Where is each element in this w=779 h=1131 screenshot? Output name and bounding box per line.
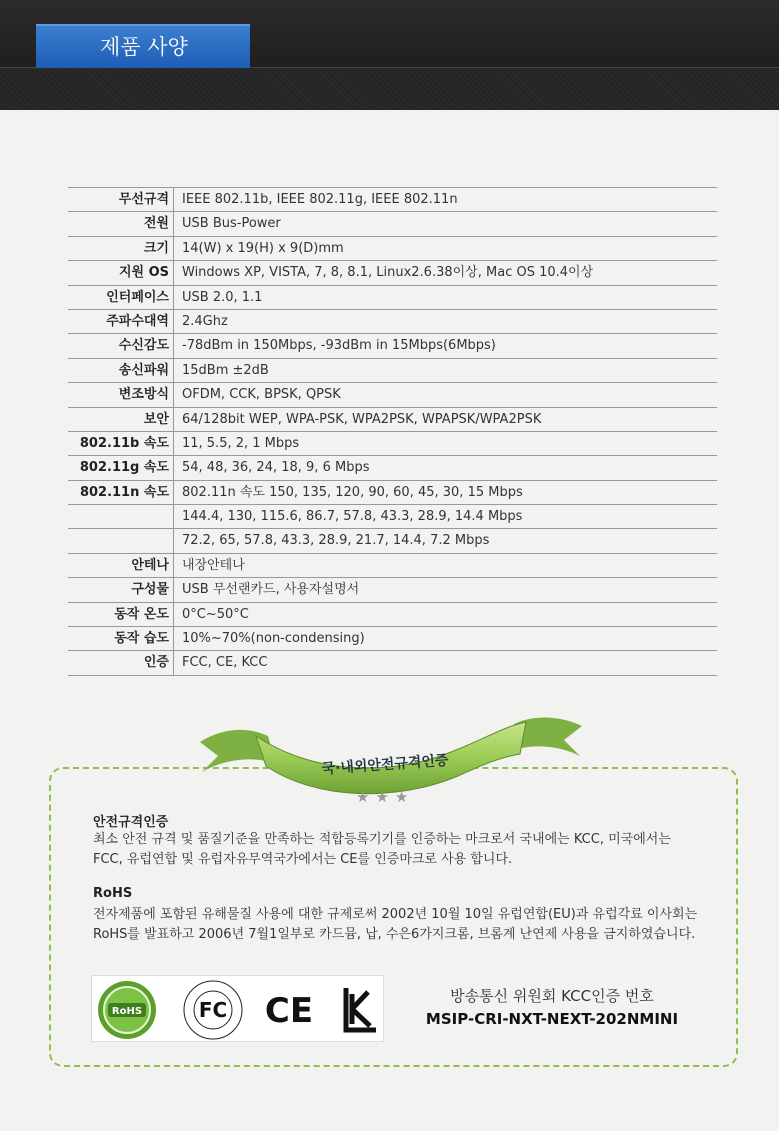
spec-label: [68, 505, 174, 528]
safety-line-2: FCC, 유럽연합 및 유럽자유무역국가에서는 CE를 인증마크로 사용 합니다.: [93, 852, 513, 867]
spec-table: [68, 187, 717, 676]
spec-row: [68, 481, 717, 505]
spec-row: [68, 212, 717, 236]
rohs-logo-text: RoHS: [111, 1006, 143, 1017]
spec-value: 11, 5.5, 2, 1 Mbps: [182, 435, 300, 451]
spec-row: [68, 554, 717, 578]
spec-value: USB 무선랜카드, 사용자설명서: [182, 582, 360, 598]
spec-label: 안테나: [68, 554, 174, 577]
spec-value: 54, 48, 36, 24, 18, 9, 6 Mbps: [182, 460, 370, 476]
spec-value: 144.4, 130, 115.6, 86.7, 57.8, 43.3, 28.9, 14.4 Mbps: [182, 509, 523, 525]
spec-row: [68, 310, 717, 334]
spec-row: [68, 237, 717, 261]
spec-label: 송신파워: [68, 359, 174, 382]
spec-label: 전원: [68, 212, 174, 235]
spec-row: [68, 383, 717, 407]
spec-value: FCC, CE, KCC: [182, 655, 268, 671]
safety-line-1: 최소 안전 규격 및 품질기준을 만족하는 적합등록기기를 인증하는 마크로서 국내에는 KCC, 미국에서는: [93, 832, 671, 847]
spec-row: [68, 188, 717, 212]
spec-value: 내장안테나: [182, 557, 245, 573]
rohs-line-2: RoHS를 발표하고 2006년 7월1일부로 카드뮴, 납, 수은6가지크롬, 브롬계 난연제 사용을 금지하였습니다.: [93, 927, 696, 942]
spec-value: USB 2.0, 1.1: [182, 289, 263, 305]
spec-row: [68, 603, 717, 627]
spec-value: 14(W) x 19(H) x 9(D)mm: [182, 240, 344, 256]
ribbon-title: 국·내외안전규격인증: [321, 752, 449, 778]
spec-row: [68, 408, 717, 432]
spec-value: 15dBm ±2dB: [182, 362, 269, 378]
spec-row: [68, 432, 717, 456]
ce-logo-icon: [264, 986, 314, 1032]
spec-label: 802.11g 속도: [68, 456, 174, 479]
spec-row: [68, 456, 717, 480]
spec-label: [68, 529, 174, 552]
kcc-number: MSIP-CRI-NXT-NEXT-202NMINI: [425, 1010, 679, 1028]
rohs-title: RoHS: [93, 886, 133, 901]
rohs-line-1: 전자제품에 포함된 유해물질 사용에 대한 규제로써 2002년 10월 10일 유럽연합(EU)과 유럽각료 이사회는: [93, 907, 698, 922]
spec-value: 10%~70%(non-condensing): [182, 631, 365, 647]
spec-row: [68, 334, 717, 358]
spec-label: 동작 습도: [68, 627, 174, 650]
spec-value: USB Bus-Power: [182, 216, 281, 232]
section-tab-product-specs[interactable]: [36, 24, 250, 68]
spec-value: 2.4Ghz: [182, 313, 228, 329]
spec-value: -78dBm in 150Mbps, -93dBm in 15Mbps(6Mbps): [182, 338, 496, 354]
safety-text: [93, 830, 723, 870]
spec-value: 0°C~50°C: [182, 606, 249, 622]
spec-row: [68, 286, 717, 310]
cert-logos: [91, 975, 384, 1042]
section-tab-label: 제품 사양: [100, 35, 188, 59]
safety-title: 안전규격인증: [93, 815, 169, 830]
spec-value: 802.11n 속도 150, 135, 120, 90, 60, 45, 30, 15 Mbps: [182, 484, 523, 500]
spec-label: 802.11b 속도: [68, 432, 174, 455]
spec-value: Windows XP, VISTA, 7, 8, 8.1, Linux2.6.38이상, Mac OS 10.4이상: [182, 265, 594, 281]
spec-value: 64/128bit WEP, WPA-PSK, WPA2PSK, WPAPSK/WPA2PSK: [182, 411, 542, 427]
spec-label: 수신감도: [68, 334, 174, 357]
spec-row: [68, 578, 717, 602]
spec-row: [68, 529, 717, 553]
spec-label: 인증: [68, 651, 174, 674]
spec-label: 크기: [68, 237, 174, 260]
spec-label: 동작 온도: [68, 603, 174, 626]
spec-row: [68, 627, 717, 651]
spec-label: 인터페이스: [68, 286, 174, 309]
spec-label: 지원 OS: [68, 261, 174, 284]
fcc-logo-icon: [182, 979, 244, 1041]
spec-value: 72.2, 65, 57.8, 43.3, 28.9, 21.7, 14.4, 7.2 Mbps: [182, 533, 490, 549]
rohs-text: [93, 905, 723, 945]
spec-row: [68, 505, 717, 529]
spec-value: IEEE 802.11b, IEEE 802.11g, IEEE 802.11n: [182, 192, 458, 207]
ce-logo-text: CE: [264, 991, 314, 1031]
kcc-label: 방송통신 위원회 KCC인증 번호: [450, 987, 654, 1005]
header-band: [0, 0, 779, 110]
spec-row: [68, 359, 717, 383]
spec-label: 주파수대역: [68, 310, 174, 333]
spec-label: 802.11n 속도: [68, 481, 174, 504]
spec-label: 무선규격: [68, 188, 174, 211]
fcc-logo-text: FC: [198, 998, 228, 1022]
ribbon-banner-icon: [196, 706, 586, 796]
spec-row: [68, 651, 717, 675]
rohs-logo-icon: [96, 979, 158, 1041]
stars-icon: ★★★: [356, 788, 415, 806]
spec-row: [68, 261, 717, 285]
spec-value: OFDM, CCK, BPSK, QPSK: [182, 387, 341, 403]
spec-label: 구성물: [68, 578, 174, 601]
kc-logo-icon: [342, 984, 380, 1034]
spec-label: 보안: [68, 408, 174, 431]
spec-label: 변조방식: [68, 383, 174, 406]
